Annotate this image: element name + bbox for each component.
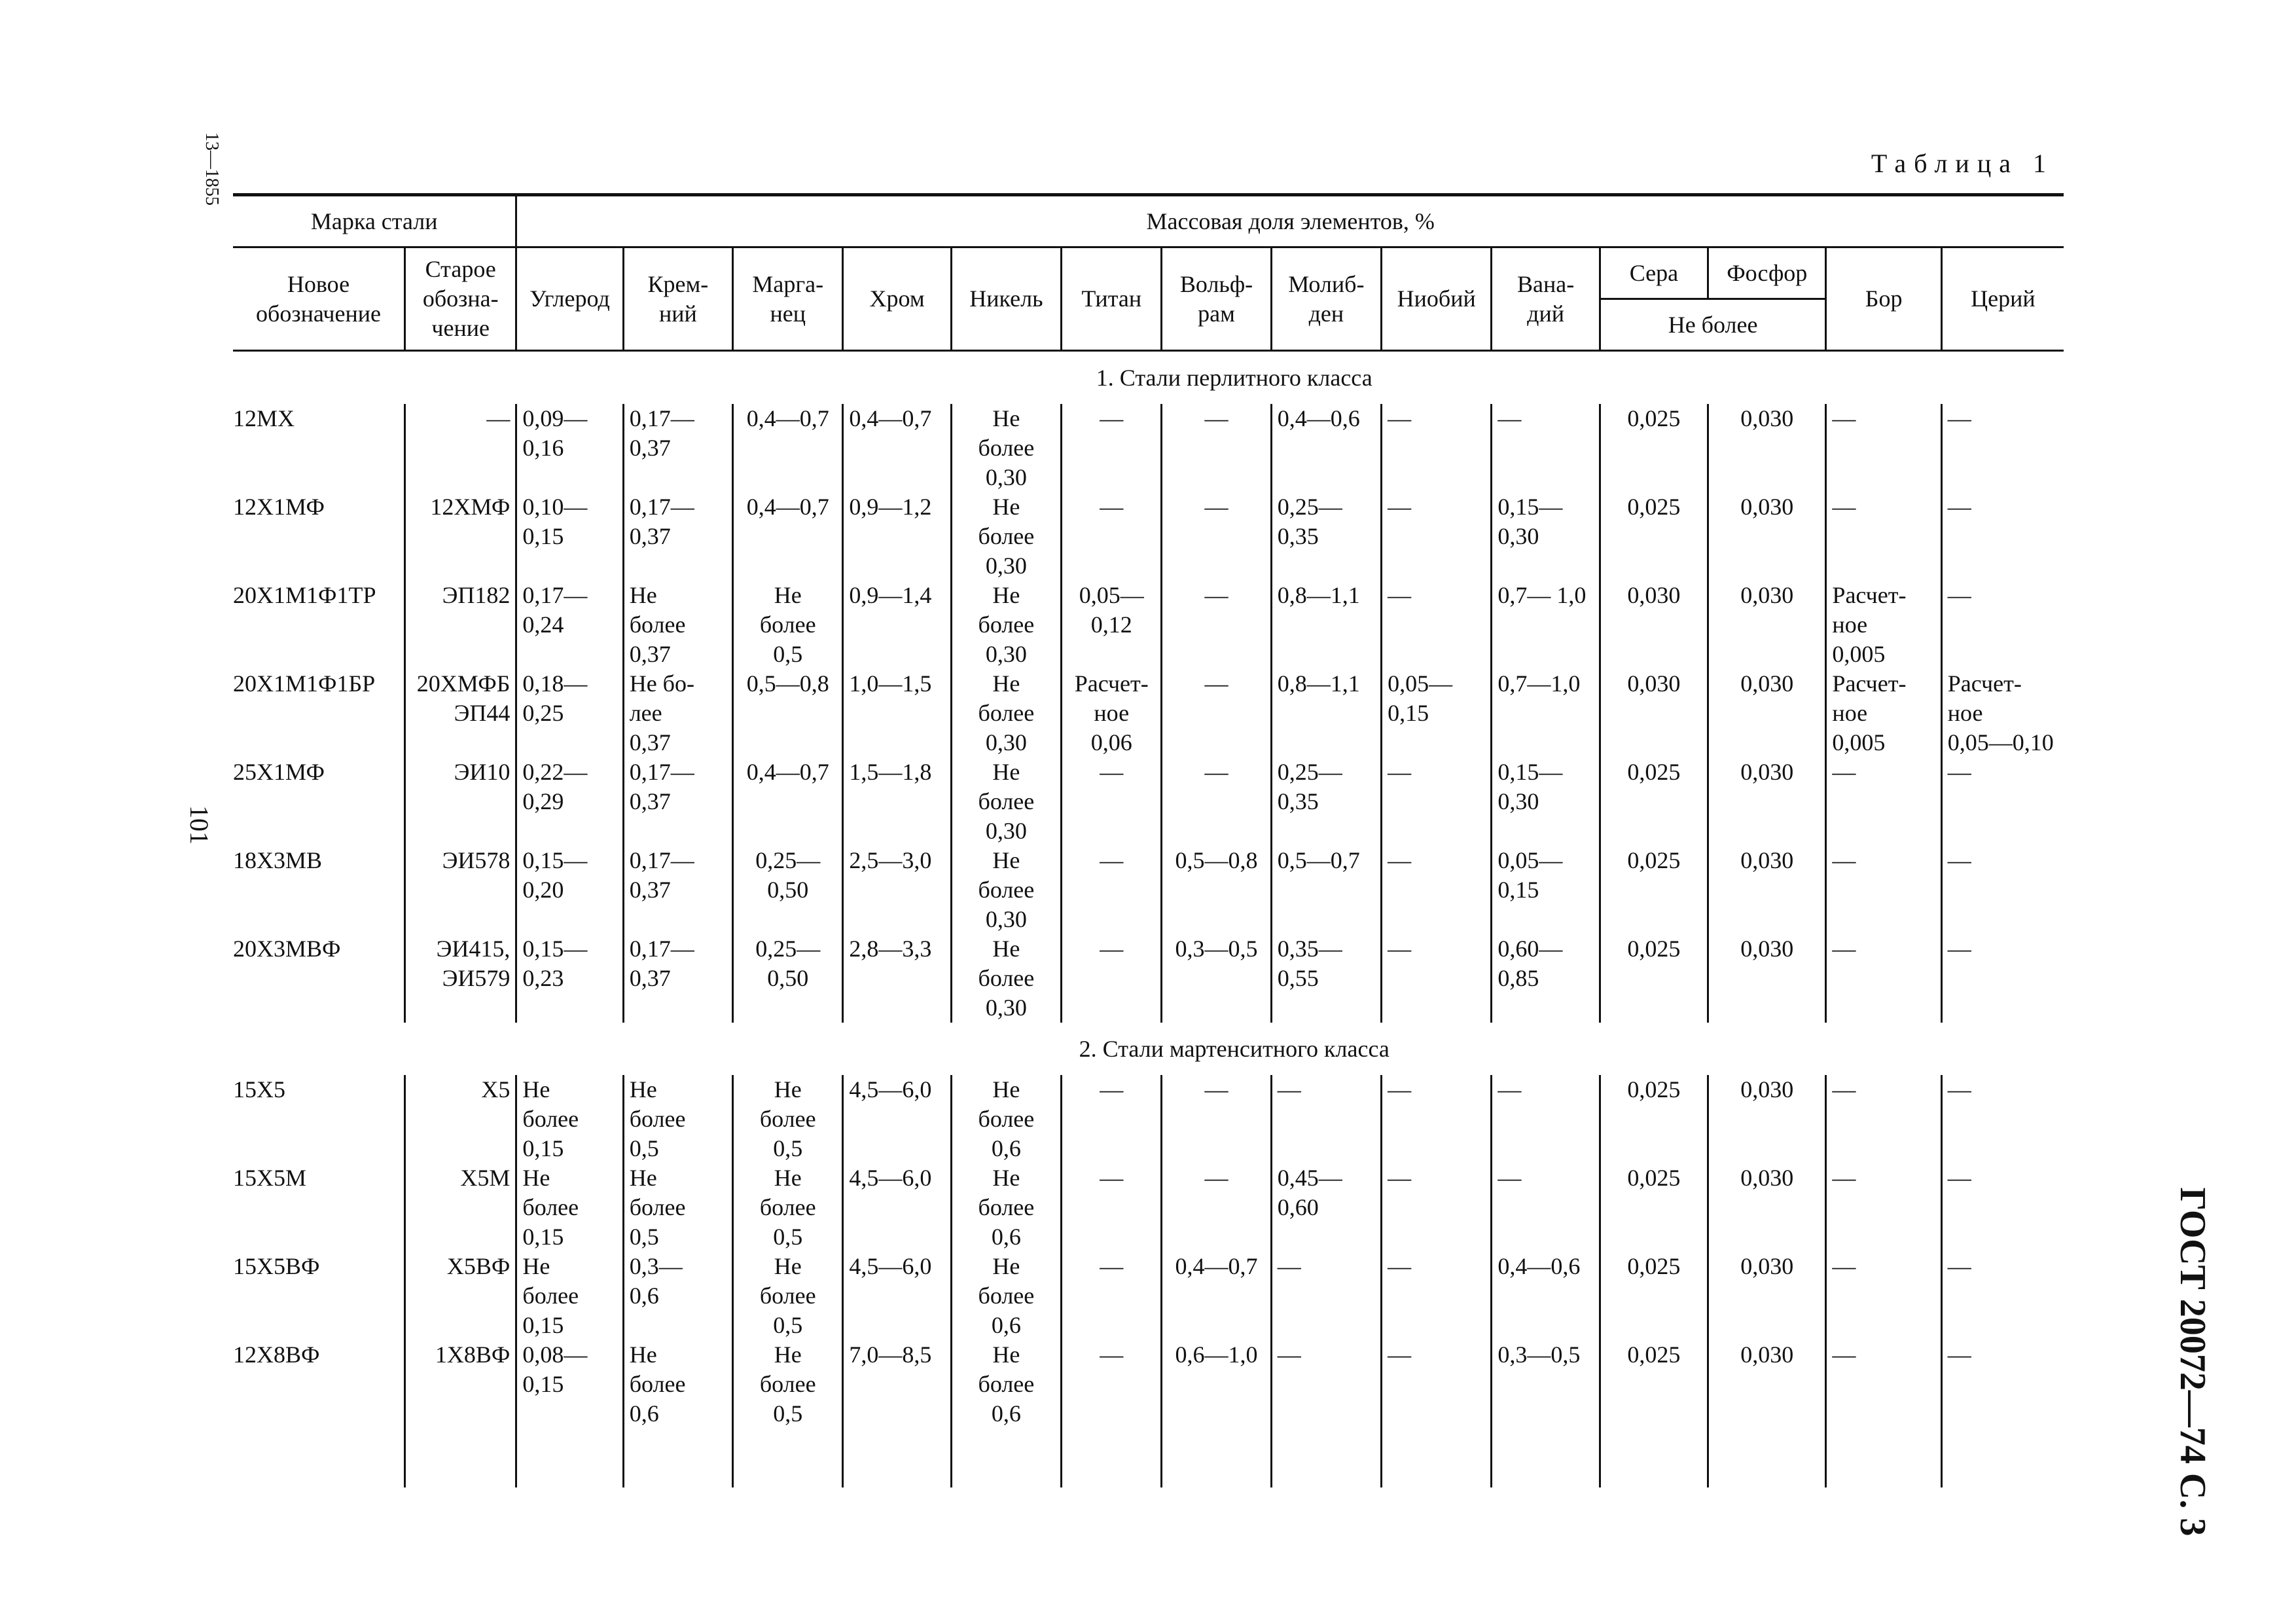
cell-cerium: — [1941, 846, 2064, 934]
cell-phosphorus: 0,030 [1708, 669, 1826, 757]
cell-new-designation: 20Х3МВФ [233, 936, 341, 962]
section-title: 2. Стали мартенситного класса [1079, 1035, 1390, 1062]
cell-silicon: Не более 0,5 [623, 1163, 732, 1252]
cell-molybdenum: 0,25— 0,35 [1271, 492, 1381, 581]
section-lead-cell [233, 351, 405, 405]
cell-boron: — [1826, 1252, 1941, 1340]
header-old-designation: Старое обозна- чение [405, 247, 516, 351]
cell-phosphorus: 0,030 [1708, 1252, 1826, 1340]
cell-boron: Расчет- ное 0,005 [1826, 581, 1941, 669]
cell-nickel: Не более 0,30 [951, 757, 1061, 846]
cell-molybdenum: 0,25— 0,35 [1271, 757, 1381, 846]
cell-vanadium: 0,15— 0,30 [1492, 757, 1600, 846]
header-not-more: Не более [1600, 299, 1826, 351]
table-caption: Таблица 1 [1871, 149, 2054, 178]
cell-carbon: Не более 0,15 [516, 1075, 623, 1163]
cell-tungsten: 0,6—1,0 [1162, 1340, 1271, 1429]
cell-titanium: 0,05— 0,12 [1062, 581, 1162, 669]
header-tungsten: Вольф- рам [1162, 247, 1271, 351]
cell-phosphorus: 0,030 [1708, 492, 1826, 581]
cell-chromium: 4,5—6,0 [843, 1075, 951, 1163]
cell-manganese: Не более 0,5 [733, 1252, 843, 1340]
cell-vanadium: — [1492, 1075, 1600, 1163]
table-row [233, 492, 2064, 581]
cell-vanadium: — [1492, 1163, 1600, 1252]
cell-titanium: — [1062, 1075, 1162, 1163]
empty-cell [1492, 1429, 1600, 1487]
cell-niobium: — [1382, 757, 1492, 846]
cell-silicon: 0,17— 0,37 [623, 846, 732, 934]
cell-carbon: Не более 0,15 [516, 1252, 623, 1340]
cell-tungsten: — [1162, 1163, 1271, 1252]
cell-cerium: — [1941, 934, 2064, 1023]
empty-cell [516, 1429, 623, 1487]
cell-sulfur: 0,025 [1600, 757, 1708, 846]
cell-manganese: 0,5—0,8 [733, 669, 843, 757]
cell-nickel: Не более 0,30 [951, 669, 1061, 757]
table-row [233, 1252, 2064, 1340]
cell-tungsten: 0,4—0,7 [1162, 1252, 1271, 1340]
cell-nickel: Не более 0,30 [951, 846, 1061, 934]
cell-tungsten: 0,5—0,8 [1162, 846, 1271, 934]
cell-manganese: Не более 0,5 [733, 1075, 843, 1163]
cell-vanadium: 0,4—0,6 [1492, 1252, 1600, 1340]
cell-molybdenum: 0,35— 0,55 [1271, 934, 1381, 1023]
cell-molybdenum: 0,5—0,7 [1271, 846, 1381, 934]
cell-niobium: — [1382, 404, 1492, 492]
steel-composition-table [233, 193, 2064, 1487]
cell-manganese: 0,25— 0,50 [733, 846, 843, 934]
cell-new-designation: 18Х3МВ [233, 847, 323, 873]
cell-phosphorus: 0,030 [1708, 1340, 1826, 1429]
cell-titanium: — [1062, 1163, 1162, 1252]
cell-carbon: Не более 0,15 [516, 1163, 623, 1252]
cell-carbon: 0,08— 0,15 [516, 1340, 623, 1429]
cell-manganese: 0,25— 0,50 [733, 934, 843, 1023]
empty-cell [843, 1429, 951, 1487]
cell-phosphorus: 0,030 [1708, 934, 1826, 1023]
cell-nickel: Не более 0,30 [951, 581, 1061, 669]
cell-sulfur: 0,025 [1600, 404, 1708, 492]
cell-carbon: 0,10— 0,15 [516, 492, 623, 581]
cell-old-designation: 12ХМФ [405, 492, 516, 581]
cell-chromium: 2,8—3,3 [843, 934, 951, 1023]
cell-silicon: 0,17— 0,37 [623, 492, 732, 581]
cell-old-designation: ЭИ578 [405, 846, 516, 934]
cell-nickel: Не более 0,30 [951, 492, 1061, 581]
section-header-row [233, 351, 2064, 405]
cell-chromium: 0,4—0,7 [843, 404, 951, 492]
cell-old-designation: Х5М [405, 1163, 516, 1252]
cell-chromium: 0,9—1,2 [843, 492, 951, 581]
cell-silicon: Не более 0,6 [623, 1340, 732, 1429]
table-row [233, 669, 2064, 757]
cell-cerium: — [1941, 757, 2064, 846]
header-sulfur: Сера [1600, 247, 1708, 299]
margin-page-number: 101 [185, 805, 215, 845]
cell-nickel: Не более 0,30 [951, 404, 1061, 492]
cell-niobium: — [1382, 581, 1492, 669]
cell-niobium: 0,05— 0,15 [1382, 669, 1492, 757]
empty-cell [1708, 1429, 1826, 1487]
cell-old-designation: Х5ВФ [405, 1252, 516, 1340]
cell-chromium: 2,5—3,0 [843, 846, 951, 934]
cell-tungsten: — [1162, 757, 1271, 846]
cell-titanium: — [1062, 1252, 1162, 1340]
cell-phosphorus: 0,030 [1708, 404, 1826, 492]
cell-sulfur: 0,025 [1600, 492, 1708, 581]
cell-carbon: 0,18— 0,25 [516, 669, 623, 757]
empty-cell [1062, 1429, 1162, 1487]
cell-tungsten: — [1162, 492, 1271, 581]
header-vanadium: Вана- дий [1492, 247, 1600, 351]
cell-new-designation: 20Х1М1Ф1ТР [233, 582, 376, 608]
cell-boron: — [1826, 1075, 1941, 1163]
cell-new-designation: 25Х1МФ [233, 759, 325, 785]
cell-phosphorus: 0,030 [1708, 1163, 1826, 1252]
cell-old-designation: Х5 [405, 1075, 516, 1163]
cell-carbon: 0,09— 0,16 [516, 404, 623, 492]
cell-phosphorus: 0,030 [1708, 757, 1826, 846]
cell-boron: — [1826, 404, 1941, 492]
cell-tungsten: — [1162, 669, 1271, 757]
cell-molybdenum: 0,8—1,1 [1271, 581, 1381, 669]
cell-boron: Расчет- ное 0,005 [1826, 669, 1941, 757]
cell-titanium: — [1062, 846, 1162, 934]
section-lead-cell [233, 1023, 405, 1075]
cell-cerium: — [1941, 492, 2064, 581]
cell-molybdenum: 0,45— 0,60 [1271, 1163, 1381, 1252]
cell-cerium: — [1941, 581, 2064, 669]
cell-new-designation: 12Х1МФ [233, 494, 325, 520]
cell-sulfur: 0,025 [1600, 934, 1708, 1023]
cell-sulfur: 0,025 [1600, 1340, 1708, 1429]
header-mass-fraction: Массовая доля элементов, % [516, 195, 2064, 247]
header-nickel: Никель [951, 247, 1061, 351]
cell-old-designation: 20ХМФБ ЭП44 [405, 669, 516, 757]
header-new-designation: Новое обозначение [233, 247, 405, 351]
header-boron: Бор [1826, 247, 1941, 351]
cell-old-designation: — [405, 404, 516, 492]
cell-niobium: — [1382, 1075, 1492, 1163]
cell-chromium: 4,5—6,0 [843, 1252, 951, 1340]
cell-manganese: Не более 0,5 [733, 1340, 843, 1429]
cell-vanadium: 0,05— 0,15 [1492, 846, 1600, 934]
empty-cell [233, 1429, 405, 1487]
cell-nickel: Не более 0,6 [951, 1252, 1061, 1340]
cell-manganese: 0,4—0,7 [733, 404, 843, 492]
table-row [233, 1075, 2064, 1163]
section-title: 1. Стали перлитного класса [1096, 364, 1372, 391]
empty-cell [1271, 1429, 1381, 1487]
table-row [233, 934, 2064, 1023]
empty-cell [1826, 1429, 1941, 1487]
empty-cell [951, 1429, 1061, 1487]
cell-carbon: 0,15— 0,20 [516, 846, 623, 934]
empty-cell [1941, 1429, 2064, 1487]
cell-titanium: — [1062, 934, 1162, 1023]
cell-niobium: — [1382, 1163, 1492, 1252]
section-header-row [233, 1023, 2064, 1075]
cell-manganese: Не более 0,5 [733, 581, 843, 669]
cell-boron: — [1826, 934, 1941, 1023]
cell-new-designation: 15Х5ВФ [233, 1253, 320, 1279]
cell-carbon: 0,17— 0,24 [516, 581, 623, 669]
cell-boron: — [1826, 492, 1941, 581]
cell-phosphorus: 0,030 [1708, 1075, 1826, 1163]
cell-cerium: — [1941, 1075, 2064, 1163]
cell-chromium: 7,0—8,5 [843, 1340, 951, 1429]
table-row [233, 581, 2064, 669]
cell-niobium: — [1382, 1252, 1492, 1340]
cell-silicon: 0,17— 0,37 [623, 757, 732, 846]
empty-cell [405, 1429, 516, 1487]
cell-sulfur: 0,025 [1600, 1075, 1708, 1163]
cell-vanadium: 0,15— 0,30 [1492, 492, 1600, 581]
cell-carbon: 0,15— 0,23 [516, 934, 623, 1023]
cell-sulfur: 0,030 [1600, 581, 1708, 669]
cell-cerium: Расчет- ное 0,05—0,10 [1941, 669, 2064, 757]
table-row [233, 1163, 2064, 1252]
cell-tungsten: — [1162, 581, 1271, 669]
cell-silicon: 0,3— 0,6 [623, 1252, 732, 1340]
cell-old-designation: 1Х8ВФ [405, 1340, 516, 1429]
cell-nickel: Не более 0,30 [951, 934, 1061, 1023]
cell-phosphorus: 0,030 [1708, 581, 1826, 669]
cell-new-designation: 12МХ [233, 405, 295, 431]
cell-carbon: 0,22— 0,29 [516, 757, 623, 846]
header-cerium: Церий [1941, 247, 2064, 351]
header-grade: Марка стали [233, 195, 516, 247]
cell-titanium: — [1062, 492, 1162, 581]
cell-silicon: 0,17— 0,37 [623, 934, 732, 1023]
margin-standard-ref: ГОСТ 20072—74 С. 3 [2172, 1187, 2213, 1537]
empty-cell [733, 1429, 843, 1487]
cell-molybdenum: — [1271, 1252, 1381, 1340]
header-phosphorus: Фосфор [1708, 247, 1826, 299]
cell-tungsten: — [1162, 404, 1271, 492]
cell-vanadium: 0,7—1,0 [1492, 669, 1600, 757]
table-row [233, 757, 2064, 846]
cell-new-designation: 12Х8ВФ [233, 1341, 320, 1368]
cell-vanadium: 0,60— 0,85 [1492, 934, 1600, 1023]
cell-cerium: — [1941, 1340, 2064, 1429]
cell-niobium: — [1382, 846, 1492, 934]
cell-sulfur: 0,025 [1600, 1163, 1708, 1252]
cell-sulfur: 0,025 [1600, 846, 1708, 934]
empty-cell [1162, 1429, 1271, 1487]
cell-new-designation: 15Х5 [233, 1076, 285, 1103]
margin-print-code: 13—1855 [202, 132, 222, 206]
cell-titanium: — [1062, 404, 1162, 492]
table-header [233, 195, 2064, 351]
cell-sulfur: 0,025 [1600, 1252, 1708, 1340]
cell-tungsten: 0,3—0,5 [1162, 934, 1271, 1023]
cell-vanadium: 0,7— 1,0 [1492, 581, 1600, 669]
cell-boron: — [1826, 846, 1941, 934]
header-manganese: Марга- нец [733, 247, 843, 351]
cell-cerium: — [1941, 1252, 2064, 1340]
cell-old-designation: ЭИ415, ЭИ579 [405, 934, 516, 1023]
cell-nickel: Не более 0,6 [951, 1340, 1061, 1429]
cell-sulfur: 0,030 [1600, 669, 1708, 757]
cell-molybdenum: 0,4—0,6 [1271, 404, 1381, 492]
cell-titanium: — [1062, 1340, 1162, 1429]
cell-chromium: 1,0—1,5 [843, 669, 951, 757]
empty-cell [1382, 1429, 1492, 1487]
cell-silicon: Не более 0,37 [623, 581, 732, 669]
cell-vanadium: — [1492, 404, 1600, 492]
cell-old-designation: ЭИ10 [405, 757, 516, 846]
cell-molybdenum: — [1271, 1075, 1381, 1163]
cell-new-designation: 20Х1М1Ф1БР [233, 670, 376, 697]
cell-silicon: Не бо- лее 0,37 [623, 669, 732, 757]
cell-phosphorus: 0,030 [1708, 846, 1826, 934]
header-chromium: Хром [843, 247, 951, 351]
cell-boron: — [1826, 1340, 1941, 1429]
empty-cell [623, 1429, 732, 1487]
cell-molybdenum: 0,8—1,1 [1271, 669, 1381, 757]
cell-chromium: 1,5—1,8 [843, 757, 951, 846]
cell-silicon: 0,17— 0,37 [623, 404, 732, 492]
cell-new-designation: 15Х5М [233, 1165, 307, 1191]
cell-manganese: 0,4—0,7 [733, 757, 843, 846]
table-body [233, 351, 2064, 1488]
cell-nickel: Не более 0,6 [951, 1075, 1061, 1163]
cell-vanadium: 0,3—0,5 [1492, 1340, 1600, 1429]
cell-molybdenum: — [1271, 1340, 1381, 1429]
table-row [233, 846, 2064, 934]
cell-manganese: 0,4—0,7 [733, 492, 843, 581]
cell-boron: — [1826, 1163, 1941, 1252]
cell-niobium: — [1382, 934, 1492, 1023]
cell-nickel: Не более 0,6 [951, 1163, 1061, 1252]
header-silicon: Крем- ний [623, 247, 732, 351]
cell-niobium: — [1382, 1340, 1492, 1429]
table-row [233, 404, 2064, 492]
cell-boron: — [1826, 757, 1941, 846]
cell-manganese: Не более 0,5 [733, 1163, 843, 1252]
cell-titanium: — [1062, 757, 1162, 846]
cell-chromium: 0,9—1,4 [843, 581, 951, 669]
empty-cell [1600, 1429, 1708, 1487]
cell-old-designation: ЭП182 [405, 581, 516, 669]
cell-titanium: Расчет- ное 0,06 [1062, 669, 1162, 757]
table-row [233, 1340, 2064, 1429]
cell-cerium: — [1941, 404, 2064, 492]
header-molybdenum: Молиб- ден [1271, 247, 1381, 351]
header-titanium: Титан [1062, 247, 1162, 351]
cell-niobium: — [1382, 492, 1492, 581]
table-tail-row [233, 1429, 2064, 1487]
header-niobium: Ниобий [1382, 247, 1492, 351]
cell-cerium: — [1941, 1163, 2064, 1252]
header-carbon: Углерод [516, 247, 623, 351]
cell-chromium: 4,5—6,0 [843, 1163, 951, 1252]
cell-tungsten: — [1162, 1075, 1271, 1163]
cell-silicon: Не более 0,5 [623, 1075, 732, 1163]
